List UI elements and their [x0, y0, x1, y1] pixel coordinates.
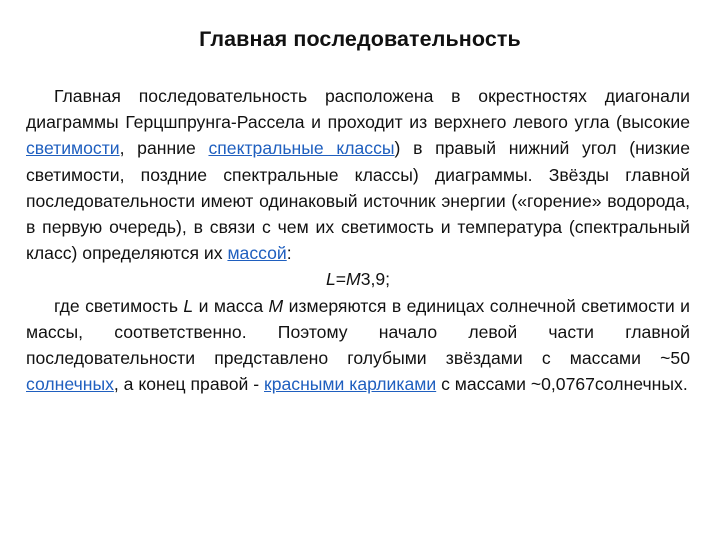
document-body: [26, 83, 690, 397]
link-spectral-classes[interactable]: спектральные классы: [208, 138, 395, 159]
text-segment: :: [286, 243, 292, 264]
link-solar[interactable]: солнечных: [26, 374, 114, 395]
formula-luminosity: L: [325, 269, 336, 290]
symbol-luminosity: L: [183, 295, 194, 316]
text-segment: ) в правый нижний угол (низкие светимости, поздние спектральные классы) диаграммы. Звёзды главной последовательности имеют одинаковый источник энергии («горение» водорода, в первую очередь), в связи с чем их светимость и температура (спектральный класс) определяются их: [26, 138, 690, 264]
formula-equals: =: [335, 269, 347, 290]
page-title: Главная последовательность: [199, 27, 521, 51]
formula-mass: M: [346, 269, 361, 290]
symbol-mass: M: [268, 295, 284, 316]
text-segment: , а конец правой -: [113, 374, 264, 395]
text-segment: и масса: [193, 295, 269, 316]
link-red-dwarfs[interactable]: красными карликами: [264, 374, 437, 395]
text-segment: с массами ~0,0767солнечных.: [436, 374, 688, 395]
text-segment: , ранние: [119, 138, 209, 159]
link-mass[interactable]: массой: [227, 243, 287, 264]
text-segment: измеряются в единицах солнечной светимости и массы, соответственно. Поэтому начало левой части главной последовательности представлено голубыми звёздами с массами ~50: [26, 295, 690, 369]
paragraph-main-sequence: [26, 83, 690, 266]
formula-exponent: 3,9: [360, 269, 386, 290]
paragraph-explanation: [26, 293, 690, 398]
formula-semicolon: ;: [385, 269, 391, 290]
link-luminosity[interactable]: светимости: [26, 138, 120, 159]
mass-luminosity-formula: [26, 266, 690, 292]
text-segment: Главная последовательность расположена в окрестностях диагонали диаграммы Герцшпрунга-Рассела и проходит из верхнего левого угла (высокие: [26, 86, 690, 133]
text-segment: где светимость: [54, 295, 184, 316]
